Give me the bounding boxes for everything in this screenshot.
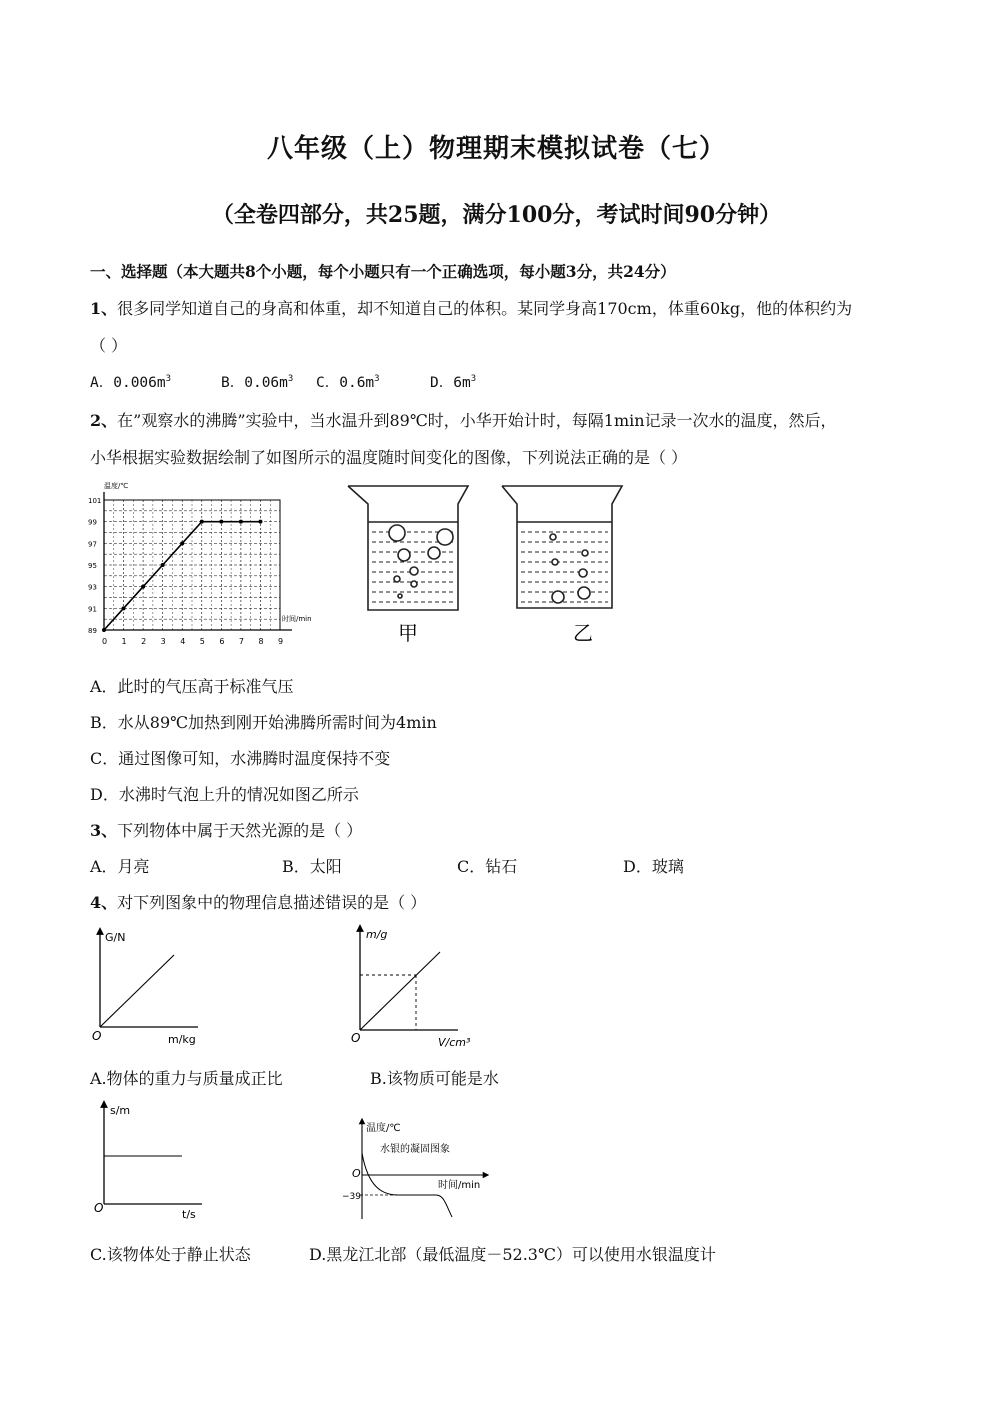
graph-d-origin: O	[352, 1167, 361, 1180]
chart-x-tick: 5	[199, 637, 205, 646]
chart-point	[219, 520, 223, 524]
question-2-line2: 小华根据实验数据绘制了如图所示的温度随时间变化的图像，下列说法正确的是（ ）	[90, 448, 688, 467]
question-number: 1、	[90, 299, 118, 318]
chart-y-tick: 93	[88, 583, 97, 592]
option-a: A．$0.006m^3$	[90, 374, 172, 391]
chart-x-tick: 9	[278, 637, 284, 646]
chart-xlabel: 时间/min	[282, 615, 312, 623]
q4-option-d: D.黑龙江北部（最低温度－52.3℃）可以使用水银温度计	[309, 1245, 716, 1264]
q2-option-c: C．通过图像可知，水沸腾时温度保持不变	[90, 749, 391, 768]
graph-a-origin: O	[92, 1029, 102, 1043]
q2-option-a: A．此时的气压高于标准气压	[90, 677, 294, 696]
q4-option-b: B.该物质可能是水	[370, 1069, 499, 1088]
label-jia: 甲	[398, 621, 418, 645]
option-c: C．$0.6m^3$	[316, 374, 380, 391]
question-text: 在”观察水的沸腾”实验中，当水温升到89℃时，小华开始计时，每隔1min记录一次水的温度，然后，	[117, 411, 837, 430]
page-subtitle: （全卷四部分，共25题，满分100分，考试时间90分钟）	[211, 202, 782, 228]
graph-d-caption: 水银的凝固图象	[380, 1144, 450, 1155]
graph-a-xlabel: m/kg	[168, 1033, 196, 1046]
graph-d-xlabel: 时间/min	[438, 1180, 481, 1191]
answer-paren: （ ）	[90, 336, 128, 355]
chart-x-tick: 7	[238, 637, 244, 646]
chart-axes	[104, 492, 292, 630]
chart-y-tick: 95	[88, 562, 97, 570]
chart-x-tick: 6	[219, 637, 225, 646]
beaker-jia	[348, 486, 468, 610]
graph-b-xlabel: V/cm³	[438, 1036, 471, 1049]
chart-grid	[104, 500, 280, 630]
label-yi: 乙	[573, 621, 593, 645]
chart-x-tick: 0	[102, 637, 108, 646]
chart-point	[122, 606, 126, 610]
chart-x-tick: 8	[258, 637, 264, 646]
chart-point	[161, 563, 165, 567]
page-title: 八年级（上）物理期末模拟试卷（七）	[266, 134, 726, 164]
question-4	[90, 890, 426, 913]
chart-point	[200, 520, 204, 524]
q3-options	[90, 854, 790, 876]
chart-y-tick: 99	[88, 518, 97, 527]
graph-d	[338, 1115, 498, 1225]
chart-x-tick: 2	[141, 637, 147, 646]
graph-c-ylabel: s/m	[110, 1104, 131, 1117]
chart-x-tick: 1	[121, 637, 127, 646]
chart-ticks	[88, 497, 283, 646]
graph-c-origin: O	[94, 1201, 104, 1215]
question-text: 下列物体中属于天然光源的是（ ）	[117, 821, 363, 840]
beaker-yi	[502, 486, 622, 608]
question-text: 很多同学知道自己的身高和体重，却不知道自己的体积。某同学身高170cm，体重60kg，他的体积约为	[117, 299, 853, 318]
temperature-chart	[86, 480, 316, 650]
chart-point	[102, 628, 106, 632]
q2-option-b: B．水从89℃加热到刚开始沸腾所需时间为4min	[90, 713, 437, 732]
chart-ylabel: 温度/℃	[104, 482, 129, 490]
option-b: B．$0.06m^3$	[221, 374, 294, 391]
chart-x-tick: 3	[160, 637, 166, 646]
chart-point	[180, 541, 184, 545]
chart-y-tick: 89	[88, 627, 97, 635]
graph-d-value: −39	[342, 1192, 361, 1202]
question-2	[90, 408, 837, 431]
section-heading: 一、选择题（本大题共8个小题，每个小题只有一个正确选项，每小题3分，共24分）	[90, 262, 676, 281]
question-text: 对下列图象中的物理信息描述错误的是（ ）	[117, 893, 427, 912]
chart-point	[239, 520, 243, 524]
chart-x-tick: 4	[180, 637, 186, 646]
option-d: D．$6m^3$	[430, 374, 477, 391]
chart-y-tick: 91	[88, 605, 97, 614]
graph-a	[88, 925, 218, 1050]
chart-point	[258, 520, 262, 524]
question-1	[90, 296, 852, 319]
graph-d-ylabel: 温度/℃	[366, 1123, 401, 1134]
option-d: D．玻璃	[623, 857, 684, 876]
chart-y-tick: 101	[88, 497, 102, 505]
chart-y-tick: 97	[88, 540, 97, 549]
question-number: 2、	[90, 411, 118, 430]
graph-c-xlabel: t/s	[182, 1208, 196, 1221]
graph-b	[346, 922, 486, 1052]
option-b: B．太阳	[282, 857, 342, 876]
question-3	[90, 818, 362, 841]
option-c: C．钻石	[457, 857, 518, 876]
graph-b-ylabel: m/g	[366, 928, 388, 941]
graph-b-origin: O	[351, 1031, 361, 1045]
question-number: 3、	[90, 821, 118, 840]
beakers-figure	[340, 480, 640, 650]
graph-c	[90, 1098, 220, 1223]
graph-a-ylabel: G/N	[105, 931, 126, 944]
q2-option-d: D．水沸时气泡上升的情况如图乙所示	[90, 785, 359, 804]
q4-option-a: A.物体的重力与质量成正比	[90, 1069, 283, 1088]
question-number: 4、	[90, 893, 118, 912]
option-a: A．月亮	[90, 857, 150, 876]
q4-option-c: C.该物体处于静止状态	[90, 1245, 251, 1264]
chart-point	[141, 585, 145, 589]
